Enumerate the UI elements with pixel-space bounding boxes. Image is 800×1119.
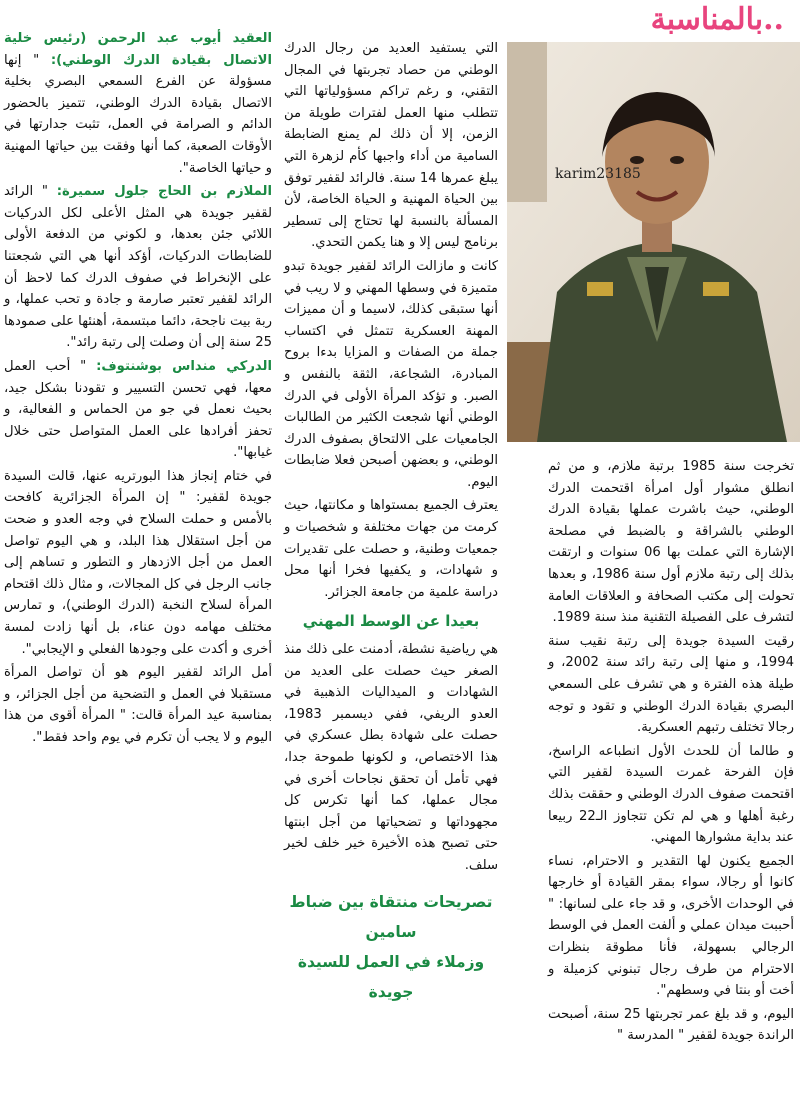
paragraph: يعترف الجميع بمستواها و مكانتها، حيث كرمت من جهات مختلفة و شخصيات و جمعيات وطنية، و حصلت على تقديرات و شهادات، و يكفيها فخرا أنها محل دراسة علمية من جامعة الجزائر. [284,498,498,600]
paragraph: و طالما أن للحدث الأول انطباعه الراسخ، فإن الفرحة غمرت السيدة لقفير التي اقتحمت صفوف الدرك الوطني و حققت بذلك رغبة أهلها و هي لم تكن تتجاوز الـ22 ربيعا عند بداية مشوارها المهني. [548,743,794,846]
testimonial [4,181,272,354]
section-title: ..بالمناسبة [650,2,784,37]
paragraph [4,662,272,748]
testimonial-text: " أحب العمل معها، فهي تحسن التسيير و تقودنا بشكل جيد، بحيث نعمل في جو من الحماس و الفعالية، و تحفز أفرادها على العمل المتواصل حتى خلال غيابها". [4,358,272,461]
article-column-middle [284,38,498,1007]
testimonial-text: " الرائد لقفير جويدة هي المثل الأعلى لكل الدركيات اللائي جئن بعدها، و لكوني من الدفعة الأولى للضابطات الدركيات، أؤكد أنها هي التي شجعتنا على الإنخراط في صفوف الدرك كما لاحظ أن الرائد لقفير تعتبر صارمة و جادة و تحب عملها، و ربة بيت ناجحة، دائما مبتسمة، أهنئها على صمودها 25 سنة إلى أن وصلت إلى رتبة رائد". [4,184,272,351]
article-column-left [4,28,272,751]
closing-text: في ختام إنجاز هذا البورتريه عنها، قالت السيدة جويدة لقفير: " إن المرأة الجزائرية كافحت بالأمس و حملت السلاح في وجه العدو و ضحت من أجل استقلال هذا البلد، و هي اليوم تواصل العمل من أجل الازدهار و التطور و تساهم إلى جانب الرجل في كل المجالات، و مثال ذلك اقتحام المرأة لسلاح النخبة (الدرك الوطني)، و تمارس مختلف مهامه دون عناء، بل أنها زادت لمسة أخرى و أكدت على وجودها الفعلي و الإيجابي". [4,468,272,657]
closing-text: أمل الرائد لقفير اليوم هو أن تواصل المرأة مستقبلا في العمل و التضحية من أجل الجزائر، و بمناسبة عيد المرأة قالت: " المرأة أقوى من هذا اليوم و لا يجب أن تكرم في يوم واحد فقط". [4,665,272,745]
testimonial [4,28,272,179]
section-header [530,0,800,42]
paragraph: اليوم، و قد بلغ عمر تجربتها 25 سنة، أصبحت الراندة جويدة لقفير " المدرسة " [548,1006,794,1044]
section-subheading: بعيدا عن الوسط المهني [302,612,480,631]
paragraph: كانت و مازالت الرائد لقفير جويدة تبدو متميزة في وسطها المهني و لا ريب في أنها ستبقى كذلك، لاسيما و أن مميزات المهنة العسكرية تتمثل في اكتساب جملة من الصفات و المزايا بدءا بروح المبادرة، الشجاعة، الثقة بالنفس و الصبر. و تؤكد المرأة الأولى في الدرك الوطني أنها شجعت الكثير من الطالبات الجامعيات على الالتحاق بصفوف الدرك الوطني، و بعضهن أصبحن فعلا ضابطات اليوم. [284,258,498,490]
officer-photo [507,42,800,442]
portrait-illustration [507,42,800,442]
photo-watermark: karim23185 [555,166,641,182]
paragraph: التي يستفيد العديد من رجال الدرك الوطني من حصاد تجربتها في المجال التقني، و رغم تراكم مسؤولياتها التي تتطلب منها العمل لفترات طويلة من الزمن، إلا أن ذلك لم يمنع الضابطة السامية من أداء واجبها كأم لزهرة التي يبلغ عمرها 14 سنة. فالرائد لقفير توفق بين الحياة المهنية و الحياة الخاصة، لأن المسألة بالنسبة لها تحتاج إلى تسطير برنامج ليس إلا و هنا يكمن التحدي. [284,41,498,251]
paragraph: تخرجت سنة 1985 برتبة ملازم، و من ثم انطلق مشوار أول امرأة اقتحمت الدرك الوطني، حيث باشرت عملها بقيادة الدرك الوطني بالشراقة و بالضبط في مصلحة الإشارة التي عملت بها 06 سنوات و ارتقت بذلك إلى رتبة ملازم أول سنة 1986، و بعدها تحولت إلى مكتب الصحافة و العلاقات العامة لتشرف على الفصيلة التقنية منذ سنة 1989. [548,459,794,626]
paragraph: الجميع يكنون لها التقدير و الاحترام، نساء كانوا أو رجالا، سواء بمقر القيادة أو خارجها في الوحدات الأخرى، و قد جاء على لسانها: " أحببت ميدان عملي و ألفت العمل في الوسط الرجالي بسهولة، فأنا مطوقة بنظرات الاحترام من طرف رجال تبنوني كزميلة و أخت أو بنتا في وسطهم". [548,853,794,999]
paragraph: هي رياضية نشطة، أدمنت على ذلك منذ الصغر حيث حصلت على العديد من الشهادات و الميداليات الذهبية في العدو الريفي، ففي ديسمبر 1983، حصلت على شهادة بطل عسكري في هذا الاختصاص، و لكونها طموحة جدا، فهي تأمل أن تحقق نجاحات أخرى في مجال عملها، كما أنها تكرس كل مجهوداتها و تضحياتها من أجل ابنتها حتى تصبح هذه الأخيرة خير خلف لخير سلف. [284,642,498,873]
speaker-name: الملازم بن الحاج جلول سميرة: [56,184,272,200]
testimonial [4,356,272,464]
testimonial-text: " إنها مسؤولة عن الفرع السمعي البصري بخلية الاتصال بقيادة الدرك الوطني، تتميز بالحضور الدائم و الصرامة في العمل، تثبت جدارتها في الأوقات الصعبة، كما أنها وفقت بين حياتها المهنية و حياتها الخاصة". [4,52,272,176]
speaker-name: العقيد أيوب عبد الرحمن (رئيس خلية الاتصال بقيادة الدرك الوطني): [4,31,272,68]
headline-line: وزملاء في العمل للسيدة جويدة [297,952,485,1001]
article-column-right [548,456,794,1049]
testimonials-headline [284,887,498,1007]
speaker-name: الدركي منداس بوشنتوف: [96,358,273,374]
paragraph: رقيت السيدة جويدة إلى رتبة نقيب سنة 1994، و منها إلى رتبة رائد سنة 2002، و طيلة هذه الفترة و هي تشرف على السمعي البصري بقيادة الدرك الوطني و تقود و توجه رجالا تختلف رتبهم العسكرية. [548,633,794,736]
headline-line: تصريحات منتقاة بين ضباط سامين [289,892,493,941]
paragraph [4,466,272,660]
